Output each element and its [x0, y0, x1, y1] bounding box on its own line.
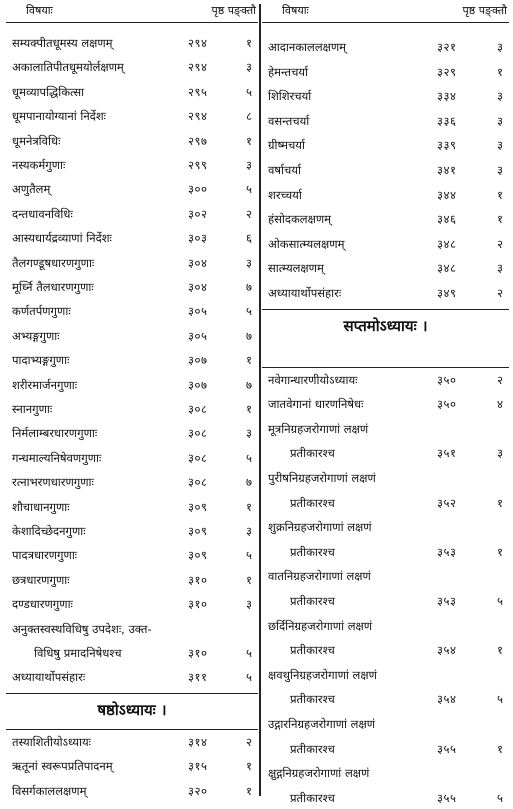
entry-title: छर्दिनिग्रहजरोगाणां लक्षणं	[268, 618, 373, 633]
entry-page: २९७	[188, 133, 208, 148]
index-entry	[262, 639, 509, 661]
index-entry	[6, 130, 258, 152]
entry-title: हंसोदकलक्षणम्	[268, 212, 332, 227]
entry-line: १	[246, 572, 252, 587]
entry-line: १	[497, 495, 503, 510]
index-entry	[262, 688, 509, 710]
index-entry	[262, 369, 509, 391]
entry-line: १	[497, 643, 503, 658]
section-rule	[262, 367, 509, 368]
entry-page: ३०९	[188, 499, 208, 514]
entry-title: रत्नाभरणधारणगुणाः	[12, 475, 94, 490]
entry-line: २	[497, 236, 503, 251]
entry-title: अध्यायार्थोपसंहारः	[12, 670, 86, 685]
entry-title: अभ्यङ्गगुणाः	[12, 328, 60, 343]
entry-page: २९४	[188, 36, 208, 50]
entry-line: ५	[497, 692, 503, 707]
entry-page: ३००	[188, 182, 208, 197]
index-entry	[262, 282, 509, 304]
entry-line: ३	[497, 40, 503, 54]
entry-page: ३१५	[188, 759, 208, 774]
entry-page: ३०३	[188, 231, 208, 246]
entry-title: शिशिरचर्या	[268, 89, 312, 104]
entry-line: ३	[497, 89, 503, 104]
entry-title: प्रतीकारश्च	[290, 790, 335, 805]
index-entry	[262, 590, 509, 612]
entry-page: ३३४	[437, 89, 457, 104]
entry-line: ५	[497, 594, 503, 608]
entry-line: १	[497, 187, 503, 202]
entry-title: प्रतीकारश्च	[290, 544, 335, 559]
entry-line: ५	[246, 450, 252, 465]
entry-page: ३४८	[437, 236, 457, 251]
index-entry	[6, 731, 258, 753]
entry-line: ३	[246, 597, 252, 612]
entry-page: ३५३	[437, 544, 457, 559]
entry-page: ३०९	[188, 524, 208, 538]
entry-title: केशादिच्छेदनगुणाः	[12, 524, 86, 538]
entry-page: ३४१	[437, 163, 457, 177]
index-entry	[6, 569, 258, 591]
index-entry	[6, 447, 258, 469]
entry-title: ग्रीष्मचर्या	[268, 138, 305, 153]
entry-page: ३५०	[437, 397, 457, 412]
index-entry	[6, 227, 258, 249]
index-entry	[6, 642, 258, 664]
chapter-heading: सप्तमोऽध्यायः ।	[343, 316, 428, 335]
entry-line: १	[497, 212, 503, 227]
entry-line: ३	[246, 60, 252, 75]
entry-line: ७	[246, 475, 252, 490]
index-entry	[262, 61, 509, 83]
entry-line: ३	[246, 426, 252, 441]
entry-title: ऋतूनां स्वरूपप्रतिपादनम्	[12, 759, 113, 774]
entry-line: ३	[497, 113, 503, 128]
entry-line: ७	[246, 280, 252, 294]
index-entry	[6, 32, 258, 54]
entry-line: ३	[497, 163, 503, 177]
index-entry	[262, 787, 509, 809]
section-rule	[6, 729, 258, 730]
entry-line: ७	[246, 377, 252, 392]
entry-page: ३०७	[188, 353, 208, 368]
entry-page: ३५५	[437, 790, 457, 805]
entry-line: ५	[246, 548, 252, 563]
index-entry	[6, 252, 258, 274]
index-entry	[262, 516, 509, 538]
entry-line: ७	[246, 328, 252, 343]
entry-line: ३	[246, 255, 252, 270]
index-entry	[6, 81, 258, 103]
entry-page: ३०८	[188, 426, 208, 441]
entry-page: ३०९	[188, 548, 208, 563]
entry-title: मूत्रनिग्रहजरोगाणां लक्षणं	[268, 421, 369, 436]
header-page-line: पृष्ठ पङ्क्तौ	[211, 4, 256, 17]
entry-page: ३०५	[188, 304, 208, 319]
entry-title: तैलगण्डूषधारणगुणाः	[12, 255, 95, 270]
entry-page: ३१०	[188, 572, 208, 587]
right-column-header	[262, 0, 509, 23]
index-entry	[262, 762, 509, 784]
entry-page: ३४८	[437, 261, 457, 276]
index-entry	[262, 159, 509, 181]
entry-line: १	[497, 741, 503, 756]
entry-title: विसर्गकाललक्षणम्	[12, 783, 87, 798]
index-entry	[6, 374, 258, 396]
index-entry	[6, 471, 258, 493]
index-entry	[262, 713, 509, 735]
entry-page: ३४४	[437, 187, 457, 202]
section-rule	[6, 693, 258, 694]
entry-page: ३०२	[188, 206, 208, 221]
entry-title: कर्णतर्पणगुणाः	[12, 304, 71, 319]
entry-page: ३५५	[437, 741, 457, 756]
entry-page: २९५	[188, 84, 208, 99]
entry-page: ३५१	[437, 446, 457, 461]
entry-page: ३२१	[437, 40, 457, 54]
entry-line: ३	[246, 158, 252, 172]
entry-line: १	[246, 402, 252, 416]
index-entry	[262, 467, 509, 489]
entry-line: ५	[246, 182, 252, 197]
entry-title: प्रतीकारश्च	[290, 594, 335, 608]
entry-line: ८	[246, 109, 252, 124]
header-subject: विषयाः	[282, 4, 309, 17]
entry-title: प्रतीकारश्च	[290, 692, 335, 707]
entry-title: मूर्ध्नि तैलधारणगुणाः	[12, 280, 94, 294]
entry-line: १	[246, 36, 252, 50]
left-column-header	[6, 0, 258, 23]
index-entry	[6, 349, 258, 371]
index-entry	[262, 664, 509, 686]
entry-page: ३२९	[437, 64, 457, 79]
entry-page: ३५२	[437, 495, 457, 510]
entry-page: ३१४	[188, 734, 208, 749]
entry-page: २९४	[188, 109, 208, 124]
entry-line: ५	[246, 304, 252, 319]
index-entry	[262, 36, 509, 58]
index-entry	[6, 276, 258, 298]
entry-page: ३५४	[437, 643, 457, 658]
index-entry	[262, 257, 509, 279]
index-entry	[262, 738, 509, 760]
entry-page: ३११	[188, 670, 208, 685]
entry-line: ५	[246, 646, 252, 660]
entry-title: वर्षाचर्या	[268, 163, 301, 177]
index-entry	[6, 300, 258, 322]
entry-page: ३०८	[188, 475, 208, 490]
index-entry	[262, 134, 509, 156]
index-entry	[6, 56, 258, 78]
entry-title: छत्रधारणगुणाः	[12, 572, 70, 587]
entry-line: ३	[497, 261, 503, 276]
index-entry	[6, 544, 258, 566]
index-entry	[262, 442, 509, 464]
entry-title: वातनिग्रहजरोगाणां लक्षणं	[268, 569, 371, 584]
index-entry	[6, 780, 258, 802]
entry-page: ३५०	[437, 372, 457, 387]
entry-title: क्षुद्गनिग्रहजरोगाणां लक्षणं	[268, 766, 370, 781]
entry-title: प्रतीकारश्च	[290, 643, 335, 658]
header-subject: विषयाः	[26, 4, 53, 17]
entry-line: ५	[497, 790, 503, 805]
entry-title: क्षवथुनिग्रहजरोगाणां लक्षणं	[268, 667, 377, 682]
entry-title: तस्याशितीयोऽध्यायः	[12, 734, 91, 749]
entry-line: ३	[497, 446, 503, 461]
entry-page: ३०४	[188, 280, 208, 294]
column-divider	[259, 4, 261, 796]
entry-title: पुरीषनिग्रहजरोगाणां लक्षणं	[268, 471, 376, 485]
entry-title: अनुक्तस्वस्थविधिषु उपदेशः, उक्त-	[12, 621, 152, 636]
entry-line: ४	[497, 397, 503, 412]
entry-line: ५	[246, 84, 252, 99]
index-entry	[262, 85, 509, 107]
index-entry	[262, 184, 509, 206]
index-entry	[262, 418, 509, 440]
entry-page: ३१०	[188, 597, 208, 612]
entry-page: ३०८	[188, 402, 208, 416]
header-page-line: पृष्ठ पङ्क्तौ	[462, 4, 507, 17]
entry-title: दन्तधावनविधिः	[12, 206, 73, 221]
entry-title: हेमन्तचर्या	[268, 64, 309, 79]
right-column	[262, 0, 509, 805]
entry-title: दण्डधारणगुणाः	[12, 597, 73, 612]
entry-title: उद्गारनिग्रहजरोगाणां लक्षणं	[268, 717, 376, 731]
entry-title: पादाभ्यङ्गगुणाः	[12, 353, 70, 368]
section-rule	[262, 309, 509, 310]
entry-title: अध्यायार्थोपसंहारः	[268, 286, 342, 300]
entry-title: शौचाधानगुणाः	[12, 499, 70, 514]
entry-page: ३५३	[437, 594, 457, 608]
index-entry	[262, 541, 509, 563]
index-entry	[6, 422, 258, 444]
entry-title: सम्यक्पीतधूमस्य लक्षणम्	[12, 36, 113, 50]
index-entry	[262, 110, 509, 132]
entry-page: ३०५	[188, 328, 208, 343]
entry-title: प्रतीकारश्च	[290, 495, 335, 510]
entry-title: जातवेगानां धारणनिषेधः	[268, 397, 364, 412]
entry-page: ३२०	[188, 783, 208, 798]
index-entry	[262, 393, 509, 415]
entry-line: १	[246, 759, 252, 774]
index-entry	[6, 178, 258, 200]
entry-page: ३५४	[437, 692, 457, 707]
entry-title: धूमनेत्रविधिः	[12, 133, 61, 148]
entry-title: आदानकाललक्षणम्	[268, 40, 347, 54]
entry-line: १	[246, 133, 252, 148]
entry-line: २	[246, 734, 252, 749]
entry-line: १	[246, 499, 252, 514]
entry-title: अकालातिपीतधूमयोर्लक्षणम्	[12, 60, 124, 75]
entry-line: १	[497, 544, 503, 559]
index-entry	[6, 203, 258, 225]
entry-title: प्रतीकारश्च	[290, 446, 335, 461]
entry-title: गन्धमाल्यनिषेवणगुणाः	[12, 450, 102, 465]
entry-title: अणुतैलम्	[12, 182, 51, 197]
entry-title: नस्यकर्मगुणाः	[12, 158, 66, 172]
entry-title: शरीरमार्जनगुणाः	[12, 377, 78, 392]
entry-title: पादत्रधारणगुणाः	[12, 548, 78, 563]
index-entry	[262, 208, 509, 230]
index-entry	[262, 492, 509, 514]
entry-page: २९४	[188, 60, 208, 75]
entry-page: ३०७	[188, 377, 208, 392]
index-entry	[6, 666, 258, 688]
entry-title: धूमव्यापद्धिकित्सा	[12, 84, 85, 99]
entry-title: नवेगान्धारणीयोऽध्यायः	[268, 372, 358, 387]
entry-line: १	[246, 353, 252, 368]
index-entry	[262, 233, 509, 255]
index-entry	[262, 565, 509, 587]
index-entry	[6, 398, 258, 420]
entry-title: निर्मलाम्बरधारणगुणाः	[12, 426, 98, 441]
index-entry	[6, 496, 258, 518]
entry-title: शुक्रनिग्रहजरोगाणां लक्षणं	[268, 520, 372, 535]
index-entry	[6, 105, 258, 127]
entry-title: स्नानगुणाः	[12, 402, 53, 416]
entry-line: २	[246, 206, 252, 221]
index-entry	[6, 593, 258, 615]
entry-page: ३१०	[188, 646, 208, 660]
entry-title: प्रतीकारश्च	[290, 741, 335, 756]
index-entry	[262, 615, 509, 637]
entry-page: ३०८	[188, 450, 208, 465]
left-column	[6, 0, 258, 799]
entry-line: १	[497, 64, 503, 79]
entry-line: २	[497, 286, 503, 300]
index-entry	[6, 618, 258, 640]
entry-line: ३	[497, 138, 503, 153]
entry-title: सात्म्यलक्षणम्	[268, 261, 324, 276]
entry-page: ३४६	[437, 212, 457, 227]
entry-page: ३३६	[437, 113, 457, 128]
entry-title: वसन्तचर्या	[268, 113, 310, 128]
entry-line: ६	[246, 231, 252, 246]
entry-title: आस्यधार्यद्रव्याणां निर्देशः	[12, 231, 112, 246]
entry-title: ओकसात्म्यलक्षणम्	[268, 236, 345, 251]
entry-line: २	[497, 372, 503, 387]
entry-line: ५	[246, 670, 252, 685]
chapter-heading: षष्ठोऽध्यायः ।	[97, 700, 167, 719]
entry-title: विधिषु प्रमादनिषेधश्च	[34, 646, 122, 660]
entry-line: १	[246, 783, 252, 798]
entry-line: ३	[246, 524, 252, 538]
index-entry	[6, 325, 258, 347]
index-entry	[6, 755, 258, 777]
entry-page: ३३९	[437, 138, 457, 153]
entry-page: २९९	[188, 158, 208, 172]
index-entry	[6, 520, 258, 542]
entry-title: धूमपानायोग्यानां निर्देशः	[12, 109, 106, 124]
entry-page: ३०४	[188, 255, 208, 270]
entry-page: ३४९	[437, 286, 457, 300]
entry-title: शरच्चर्या	[268, 187, 302, 202]
index-entry	[6, 154, 258, 176]
